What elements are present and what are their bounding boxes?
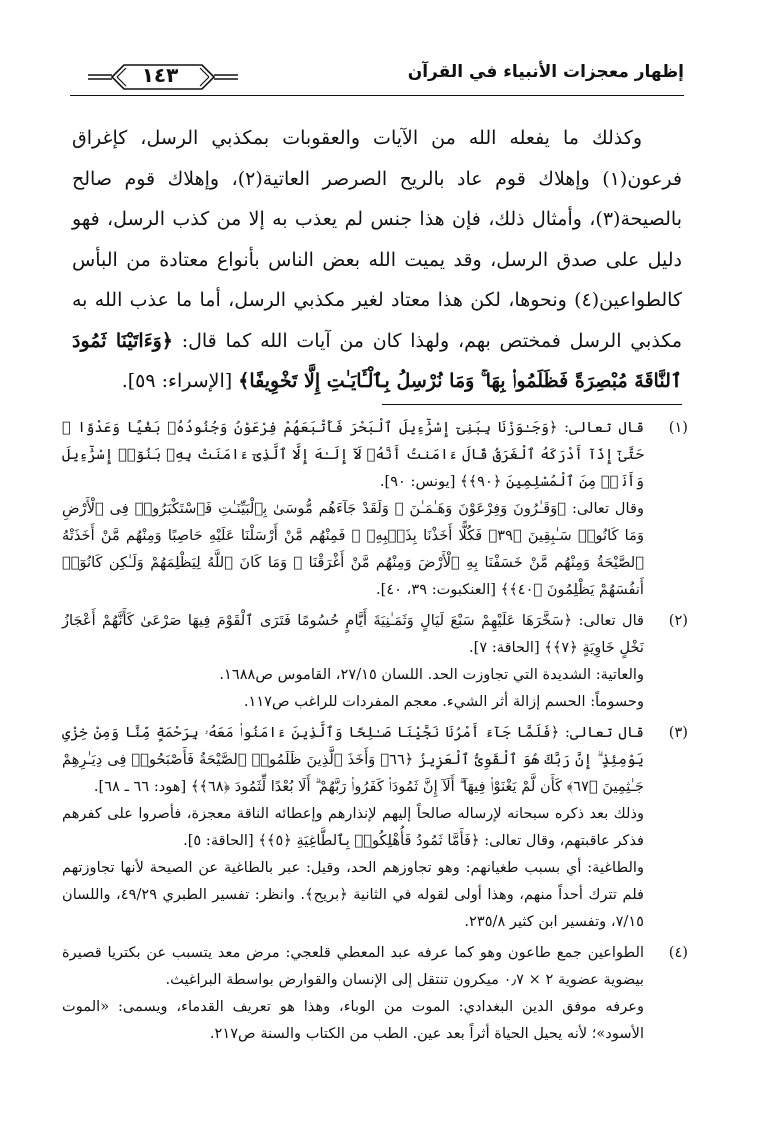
footnote [62,414,688,603]
main-paragraph [72,118,682,402]
footnote-line: وقال تعالى: ﴿وَقَـٰرُونَ وَفِرْعَوْنَ وَهَـٰمَـٰنَ ۖ وَلَقَدْ جَآءَهُم مُّوسَىٰ بِٱلْبَيِّنَـٰتِ فَٱسْتَكْبَرُوا۟ فِى ٱلْأَرْضِ وَمَا كَانُوا۟ سَـٰبِقِينَ ﴿٣٩﴾ فَكُلًّا أَخَذْنَا بِذَنۢبِهِۦ ۖ فَمِنْهُم مَّنْ أَرْسَلْنَا عَلَيْهِ حَاصِبًا وَمِنْهُم مَّنْ أَخَذَتْهُ ٱلصَّيْحَةُ وَمِنْهُم مَّنْ خَسَفْنَا بِهِ ٱلْأَرْضَ وَمِنْهُم مَّنْ أَغْرَقْنَا ۚ وَمَا كَانَ ٱللَّهُ لِيَظْلِمَهُمْ وَلَـٰكِن كَانُوٓا۟ أَنفُسَهُمْ يَظْلِمُونَ ﴿٤٠﴾﴾ [العنكبوت: ٣٩، ٤٠]. [62,500,644,598]
footnote-line: وذلك بعد ذكره سبحانه لإرساله صالحاً إليهم لإنذارهم وإعطائه الناقة معجزة، فأصروا على كفرهم فذكر عاقبتهم، وقال تعالى: ﴿فَأَمَّا ثَمُودُ فَأُهْلِكُوا۟ بِٱلطَّاغِيَةِ ﴿٥﴾﴾ [الحاقة: ٥]. [62,805,644,849]
footnote-line: والعاتية: الشديدة التي تجاوزت الحد. اللسان ٢٧/١٥، القاموس ص١٦٨٨. [219,666,644,683]
footnote-line: قال تعالى: ﴿فَلَمَّا جَآءَ أَمْرُنَا نَجَّيْنَا صَـٰلِحًا وَٱلَّذِينَ ءَامَنُوا۟ مَعَهُۥ بِرَحْمَةٍ مِّنَّا وَمِنْ خِزْىِ يَوْمِئِذٍ ۗ إِنَّ رَبَّكَ هُوَ ٱلْقَوِىُّ ٱلْعَزِيزُ ﴿٦٦﴾ وَأَخَذَ ٱلَّذِينَ ظَلَمُوا۟ ٱلصَّيْحَةُ فَأَصْبَحُوا۟ فِى دِيَـٰرِهِمْ جَـٰثِمِينَ ﴿٦٧﴾ كَأَن لَّمْ يَغْنَوْا۟ فِيهَآ ۗ أَلَآ إِنَّ ثَمُودَا۟ كَفَرُوا۟ رَبَّهُمْ ۗ أَلَا بُعْدًا لِّثَمُودَ ﴿٦٨﴾﴾ [هود: ٦٦ ـ ٦٨]. [62,724,644,795]
book-title: إظهار معجزات الأنبياء في القرآن [407,62,684,82]
footnote-line: قال تعالى: ﴿وَجَـٰوَزْنَا بِبَنِىٓ إِسْرَٰٓءِيلَ ٱلْبَحْرَ فَأَتْبَعَهُمْ فِرْعَوْنُ وَجُنُودُهُۥ بَغْيًا وَعَدْوًا ۖ حَتَّىٰٓ إِذَآ أَدْرَكَهُ ٱلْغَرَقُ قَالَ ءَامَنتُ أَنَّهُۥ لَآ إِلَـٰهَ إِلَّا ٱلَّذِىٓ ءَامَنَتْ بِهِۦ بَنُوٓا۟ إِسْرَٰٓءِيلَ وَأَنَا۠ مِنَ ٱلْمُسْلِمِينَ ﴿٩٠﴾﴾ [يونس: ٩٠]. [62,419,644,490]
footnote-number: (٣) [668,724,688,741]
main-text [72,118,682,402]
verse-reference: [الإسراء: ٥٩]. [121,370,233,392]
page-header [70,58,684,98]
page-number: ١٤٣ [141,63,179,87]
footnote-number: (٢) [668,612,688,629]
footnote-separator [382,404,682,405]
footnote-number: (١) [668,419,688,436]
quran-verse: ﴿وَءَاتَيْنَا ثَمُودَ ٱلنَّاقَةَ مُبْصِرَةً فَظَلَمُوا۟ بِهَا ۚ وَمَا نُرْسِلُ بِٱلْـَٔايَـٰتِ إِلَّا تَخْوِيفًا﴾ [72,329,682,392]
footnote-line: قال تعالى: ﴿سَخَّرَهَا عَلَيْهِمْ سَبْعَ لَيَالٍ وَثَمَـٰنِيَةَ أَيَّامٍ حُسُومًا فَتَرَى ٱلْقَوْمَ فِيهَا صَرْعَىٰ كَأَنَّهُمْ أَعْجَازُ نَخْلٍ خَاوِيَةٍ ﴿٧﴾﴾ [الحاقة: ٧]. [62,612,644,656]
page-number-ornament [88,58,238,94]
footnote [62,607,688,715]
footnote-line: وعرفه موفق الدين البغدادي: الموت من الوباء، وهذا هو تعريف القدماء، ويسمى: «الموت الأسود»؛ لأنه يحيل الحياة أثراً بعد عين. الطب من الكتاب والسنة ص٢١٧. [62,998,644,1042]
footnote [62,939,688,1047]
footnote-line: والطاغية: أي بسبب طغيانهم: وهو تجاوزهم الحد، وقيل: عبر بالطاغية عن الصيحة لأنها تجاوزتهم فلم تترك أحداً منهم، وهذا أولى لقوله في الثانية ﴿بريح﴾. وانظر: تفسير الطبري ٤٩/٢٩، واللسان ٧/١٥، وتفسير ابن كثير ٢٣٥/٨. [62,859,644,930]
footnote-line: الطواعين جمع طاعون وهو كما عرفه عبد المعطي قلعجي: مرض معد يتسبب عن بكتريا قصيرة بيضوية عضوية ٢ × ٠٫٧ ميكرون تنتقل إلى الإنسان والقوارض بواسطة البراغيث. [62,944,644,988]
header-rule [70,95,684,96]
paragraph-text: وكذلك ما يفعله الله من الآيات والعقوبات بمكذبي الرسل، كإغراق فرعون(١) وإهلاك قوم عاد بالريح الصرصر العاتية(٢)، وإهلاك قوم صالح بالصيحة(٣)، وأمثال ذلك، فإن هذا جنس لم يعذب به إلا من كذب الرسل، فهو دليل على صدق الرسل، وقد يميت الله بعض الناس بأنواع معتادة من البأس كالطواعين(٤) ونحوها، لكن هذا معتاد لغير مكذبي الرسل، أما ما عذب الله به مكذبي الرسل فمختص بهم، ولهذا كان من آيات الله كما قال: [72,127,682,352]
footnotes [62,414,688,1051]
footnote [62,719,688,935]
footnote-line: وحسوماً: الحسم إزالة أثر الشيء. معجم المفردات للراغب ص١١٧. [243,693,644,710]
footnote-number: (٤) [668,944,688,961]
